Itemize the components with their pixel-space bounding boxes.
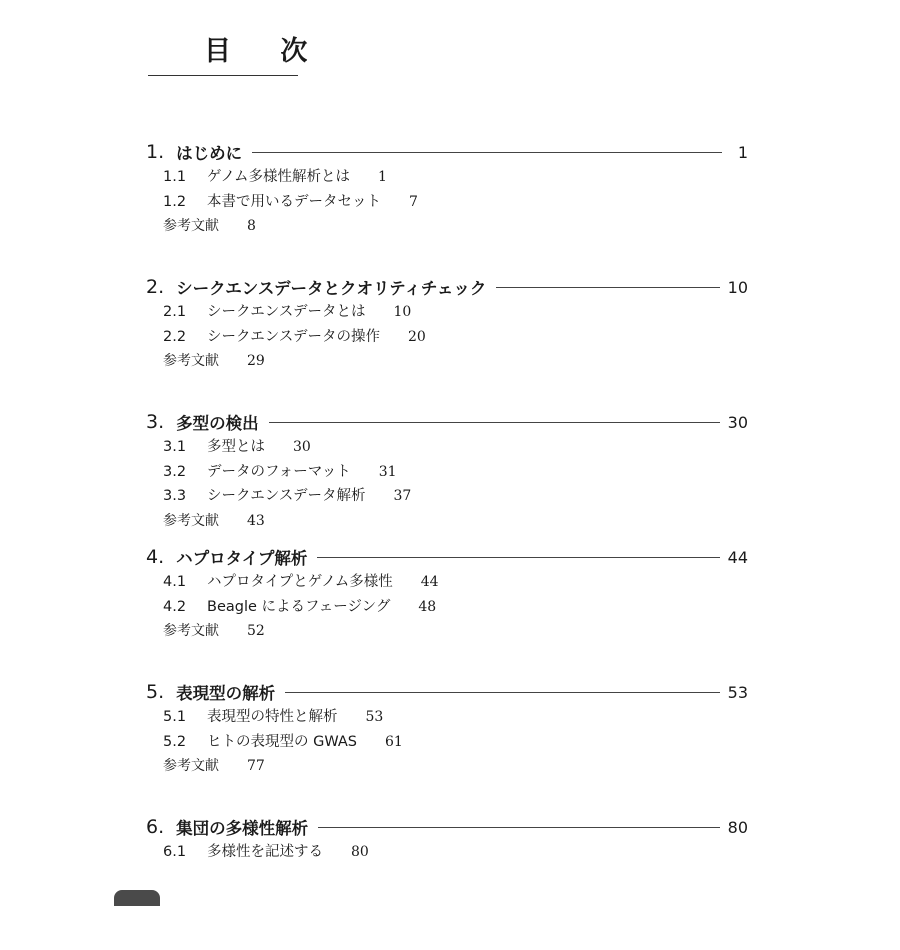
section-entry[interactable] [163,484,748,509]
section-list [146,165,748,239]
chapter-page: 44 [727,547,748,567]
section-page: 30 [293,439,311,455]
section-page: 1 [377,169,387,185]
chapter-title: 集団の多様性解析 [176,819,309,838]
section-number: 5.2 [163,733,187,750]
section-entry[interactable] [163,165,748,190]
page-corner-tab [114,890,160,906]
references-label: 参考文献 [163,353,219,369]
chapter-6 [146,815,748,950]
section-list [146,300,748,374]
section-title: 多様性を記述する [207,844,323,860]
references-label: 参考文献 [163,218,219,234]
chapter-page: 80 [727,817,748,837]
section-entry[interactable] [163,705,748,730]
section-title: シークエンスデータ解析 [207,488,366,504]
section-number: 5.1 [163,709,187,725]
chapter-title: ハプロタイプ解析 [176,549,308,568]
section-entry[interactable] [163,435,748,460]
chapter-page: 1 [737,142,748,162]
title-underline [148,75,298,76]
section-title: 多型とは [207,439,265,455]
section-number: 4.1 [163,574,187,590]
section-page: 7 [409,193,418,210]
chapter-title: 表現型の解析 [176,684,276,703]
section-entry[interactable] [163,730,748,755]
section-list [146,705,748,779]
chapter-title: 多型の検出 [176,414,259,433]
section-list [146,840,748,865]
leader-line [496,287,719,288]
section-title: ヒトの表現型の GWAS [207,733,358,750]
chapter-4 [146,545,748,680]
section-page: 48 [418,598,437,615]
section-page: 20 [407,328,426,345]
chapter-page: 53 [727,682,748,702]
section-number: 1.1 [163,169,187,185]
chapter-number: 1. [146,141,165,163]
references-entry[interactable] [163,754,748,779]
references-page: 43 [247,512,265,529]
chapter-5 [146,680,748,815]
chapter-number: 5. [146,681,165,703]
references-entry[interactable] [163,349,748,374]
section-title: データのフォーマット [207,463,351,480]
references-page: 29 [247,353,265,369]
section-number: 4.2 [163,598,187,615]
references-page: 8 [247,218,256,234]
section-page: 31 [378,463,397,480]
section-number: 2.1 [163,304,187,320]
section-title: シークエンスデータとは [207,304,366,320]
section-entry[interactable] [163,300,748,325]
chapter-page: 30 [727,412,748,432]
references-label: 参考文献 [163,623,219,639]
leader-line [285,692,720,693]
section-number: 3.3 [163,488,187,504]
chapter-number: 3. [146,411,165,433]
section-number: 1.2 [163,193,187,210]
chapter-heading[interactable] [146,680,748,704]
leader-line [317,557,719,558]
chapter-2 [146,275,748,410]
chapter-heading[interactable] [146,140,748,164]
references-entry[interactable] [163,214,748,239]
chapter-title: はじめに [176,144,243,163]
page-title: 目 次 [204,36,328,67]
references-entry[interactable] [163,619,748,644]
chapter-heading[interactable] [146,815,748,839]
section-number: 6.1 [163,844,187,860]
section-entry[interactable] [163,595,748,620]
section-entry[interactable] [163,840,748,865]
section-number: 3.1 [163,439,187,455]
chapter-number: 2. [146,276,165,298]
section-number: 3.2 [163,463,187,480]
section-title: Beagle によるフェージング [207,598,391,615]
section-number: 2.2 [163,328,187,345]
section-entry[interactable] [163,190,748,215]
chapter-1 [146,140,748,275]
toc-chapter-list [146,140,748,950]
references-entry[interactable] [163,509,748,534]
section-page: 10 [393,304,412,320]
chapter-heading[interactable] [146,275,748,299]
section-list [146,570,748,644]
section-page: 53 [365,709,384,725]
section-title: シークエンスデータの操作 [207,328,380,345]
chapter-number: 4. [146,546,165,568]
chapter-heading[interactable] [146,410,748,434]
section-page: 80 [351,844,369,860]
leader-line [269,422,720,423]
references-page: 52 [247,623,265,639]
references-label: 参考文献 [163,512,219,529]
chapter-heading[interactable] [146,545,748,569]
chapter-title: シークエンスデータとクオリティチェック [176,279,487,298]
section-entry[interactable] [163,460,748,485]
section-title: 本書で用いるデータセット [207,193,381,210]
chapter-number: 6. [146,816,165,838]
section-page: 44 [420,574,439,590]
references-page: 77 [247,758,265,774]
section-entry[interactable] [163,570,748,595]
chapter-page: 10 [727,277,748,297]
section-page: 61 [385,733,403,750]
section-page: 37 [393,488,412,504]
leader-line [252,152,722,153]
title-block [148,32,328,76]
section-entry[interactable] [163,325,748,350]
section-list [146,435,748,533]
references-label: 参考文献 [163,758,219,774]
section-title: ゲノム多様性解析とは [207,169,350,185]
section-title: ハプロタイプとゲノム多様性 [207,574,393,590]
chapter-3 [146,410,748,545]
leader-line [318,827,720,828]
section-title: 表現型の特性と解析 [207,709,338,725]
